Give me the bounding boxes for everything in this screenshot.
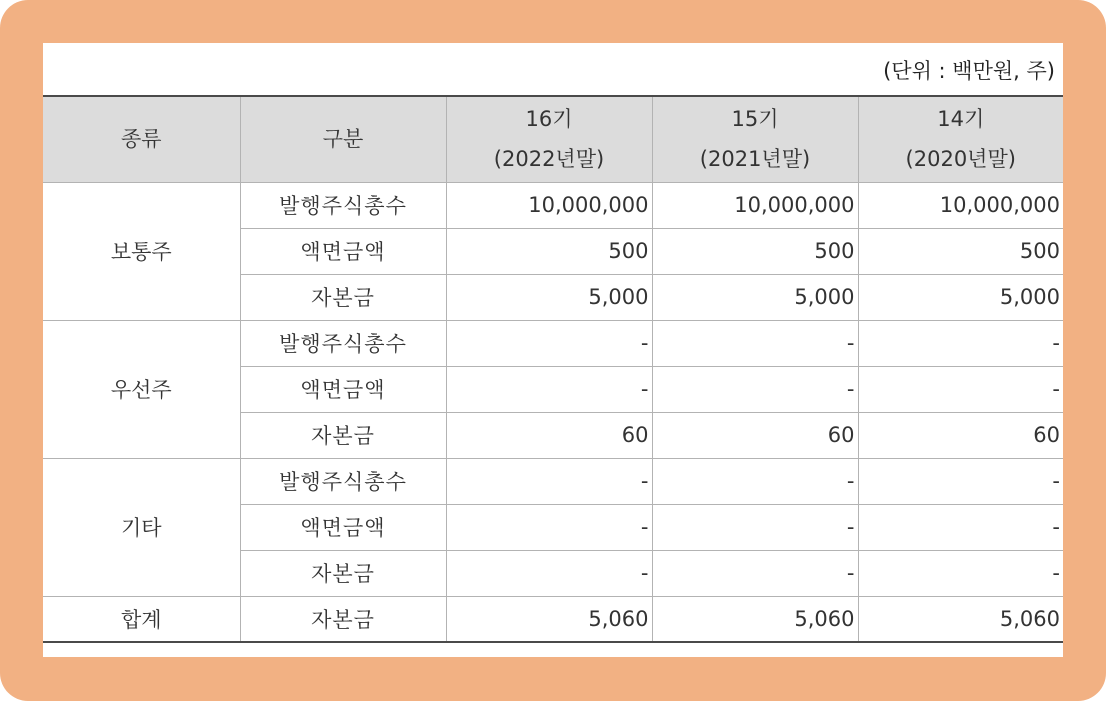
cell-value: - [446,458,652,504]
cell-value: 5,000 [858,274,1063,320]
cell-value: - [652,458,858,504]
cell-value: - [652,366,858,412]
header-kind: 종류 [43,96,240,182]
cell-value: 60 [652,412,858,458]
cell-value: 5,060 [446,596,652,642]
row-label: 자본금 [240,550,446,596]
row-label: 자본금 [240,274,446,320]
cell-value: - [858,504,1063,550]
row-label: 발행주식총수 [240,182,446,228]
cell-value: 60 [446,412,652,458]
group-name-preferred: 우선주 [43,320,240,458]
cell-value: 10,000,000 [652,182,858,228]
cell-value: - [652,550,858,596]
cell-value: 5,060 [858,596,1063,642]
unit-note: (단위 : 백만원, 주) [883,59,1055,83]
cell-value: - [446,504,652,550]
row-label: 자본금 [240,412,446,458]
period-term: 14기 [937,107,985,132]
cell-value: 5,060 [652,596,858,642]
cell-value: - [446,320,652,366]
table-row [43,182,1063,228]
document-panel [43,43,1063,657]
cell-value: - [652,320,858,366]
cell-value: - [858,320,1063,366]
cell-value: - [652,504,858,550]
row-label: 액면금액 [240,366,446,412]
period-date: (2022년말) [493,147,605,172]
period-term: 15기 [731,107,779,132]
period-date: (2021년말) [699,147,811,172]
period-date: (2020년말) [905,147,1016,172]
table-row [43,320,1063,366]
header-period-16 [446,96,652,182]
cell-value: - [858,550,1063,596]
header-category: 구분 [240,96,446,182]
row-label: 액면금액 [240,504,446,550]
header-row [43,96,1063,182]
cell-value: - [858,366,1063,412]
capital-table [43,95,1063,643]
cell-value: - [858,458,1063,504]
header-period-15 [652,96,858,182]
row-label: 발행주식총수 [240,320,446,366]
cell-value: - [446,550,652,596]
cell-value: 60 [858,412,1063,458]
cell-value: 5,000 [446,274,652,320]
cell-value: 500 [652,228,858,274]
total-name: 합계 [43,596,240,642]
group-name-common: 보통주 [43,182,240,320]
table-row [43,458,1063,504]
cell-value: 10,000,000 [858,182,1063,228]
cell-value: 10,000,000 [446,182,652,228]
cell-value: 500 [858,228,1063,274]
cell-value: - [446,366,652,412]
row-label: 액면금액 [240,228,446,274]
period-term: 16기 [525,107,573,132]
total-row [43,596,1063,642]
group-name-other: 기타 [43,458,240,596]
cell-value: 500 [446,228,652,274]
row-label: 발행주식총수 [240,458,446,504]
cell-value: 5,000 [652,274,858,320]
row-label: 자본금 [240,596,446,642]
header-period-14 [858,96,1063,182]
